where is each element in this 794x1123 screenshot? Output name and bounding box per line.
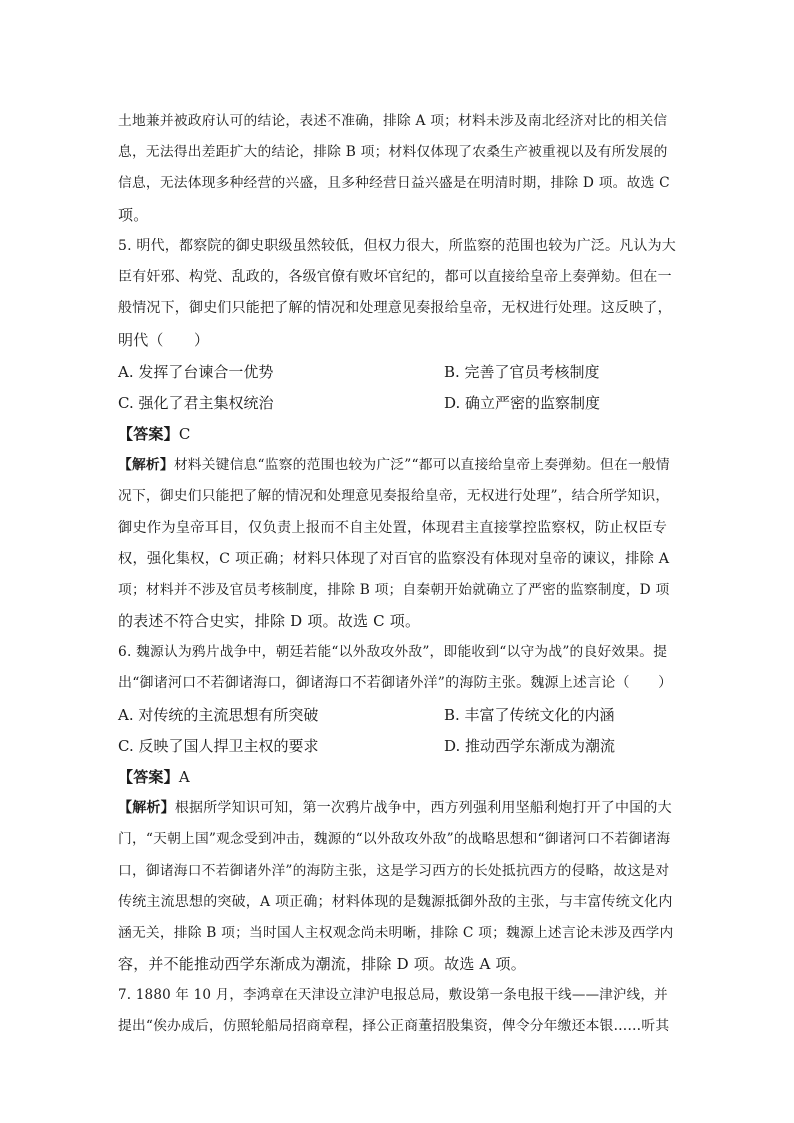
question-5-stem: 般情况下，御史们只能把了解的情况和处理意见奏报给皇帝，无权进行处理。这反映了， bbox=[118, 300, 672, 316]
question-5-option-c: C. 强化了君主集权统治 bbox=[118, 394, 274, 412]
question-7-stem: 7. 1880 年 10 月，李鸿章在天津设立津沪电报总局，敷设第一条电报干线——津沪线，并 bbox=[118, 987, 668, 1003]
paragraph-line: 信息，无法体现多种经营的兴盛，且多种经营日益兴盛是在明清时期，排除 D 项。故选 C bbox=[118, 175, 670, 191]
paragraph-line: 项。 bbox=[118, 206, 149, 224]
question-6-analysis: 口，御诸海口不若御诸外洋”的海防主张，这是学习西方的长处抵抗西方的侵略，故这是对 bbox=[118, 863, 670, 879]
question-6-option-c: C. 反映了国人捍卫主权的要求 bbox=[118, 737, 319, 755]
question-6-option-b: B. 丰富了传统文化的内涵 bbox=[444, 706, 615, 724]
paragraph-line: 土地兼并被政府认可的结论，表述不准确，排除 A 项；材料未涉及南北经济对比的相关信 bbox=[118, 113, 668, 129]
question-5-option-b: B. 完善了官员考核制度 bbox=[444, 363, 600, 381]
question-5-answer bbox=[118, 424, 191, 444]
question-6-option-d: D. 推动西学东渐成为潮流 bbox=[444, 737, 616, 755]
question-6-analysis: 涵无关，排除 B 项；当时国人主权观念尚未明晰，排除 C 项；魏源上述言论未涉及西学内 bbox=[118, 925, 674, 941]
question-6-stem: 出“御诸河口不若御诸海口，御诸海口不若御诸外洋”的海防主张。魏源上述言论（ ） bbox=[118, 675, 673, 691]
answer-value: A bbox=[178, 768, 190, 786]
question-6-analysis: 门，“天朝上国”观念受到冲击，魏源的“以外敌攻外敌”的战略思想和“御诸河口不若御诸海 bbox=[118, 831, 671, 847]
question-5-analysis: 权，强化集权，C 项正确；材料只体现了对百官的监察没有体现对皇帝的谏议，排除 A bbox=[118, 551, 670, 567]
question-6-answer bbox=[118, 767, 190, 787]
answer-tag: 【答案】 bbox=[118, 425, 179, 443]
question-5-stem: 臣有奸邪、构党、乱政的，各级官僚有败坏官纪的，都可以直接给皇帝上奏弹劾。但在一 bbox=[118, 269, 672, 285]
question-5-stem: 明代（ ） bbox=[118, 331, 210, 349]
question-5-analysis: 御史作为皇帝耳目，仅负责上报而不自主处置，体现君主直接掌控监察权，防止权臣专 bbox=[118, 520, 668, 536]
analysis-text: 材料关键信息“监察的范围也较为广泛”“都可以直接给皇帝上奏弹劾。但在一般情 bbox=[173, 457, 670, 473]
question-5-analysis: 况下，御史们只能把了解的情况和处理意见奏报给皇帝，无权进行处理”，结合所学知识， bbox=[118, 488, 670, 504]
paragraph-line: 息，无法得出差距扩大的结论，排除 B 项；材料仅体现了农桑生产被重视以及有所发展的 bbox=[118, 144, 668, 160]
question-6-stem: 6. 魏源认为鸦片战争中，朝廷若能“以外敌攻外敌”，即能收到“以守为战”的良好效果。提 bbox=[118, 644, 668, 660]
analysis-tag: 【解析】 bbox=[118, 800, 175, 816]
question-5-analysis: 的表述不符合史实，排除 D 项。故选 C 项。 bbox=[118, 612, 421, 630]
analysis-text: 根据所学知识可知，第一次鸦片战争中，西方列强利用坚船利炮打开了中国的大 bbox=[174, 800, 672, 816]
question-6-analysis bbox=[118, 798, 672, 818]
answer-value: C bbox=[178, 425, 191, 443]
question-6-option-a: A. 对传统的主流思想有所突破 bbox=[118, 706, 319, 724]
question-5-analysis: 项；材料并不涉及官员考核制度，排除 B 项；自秦朝开始就确立了严密的监察制度，D 项 bbox=[118, 582, 670, 598]
question-5-option-a: A. 发挥了台谏合一优势 bbox=[118, 363, 274, 381]
answer-tag: 【答案】 bbox=[118, 768, 179, 786]
question-6-analysis: 传统主流思想的突破，A 项正确；材料体现的是魏源抵御外敌的主张，与丰富传统文化内 bbox=[118, 894, 673, 910]
question-5-option-d: D. 确立严密的监察制度 bbox=[444, 394, 601, 412]
question-5-analysis bbox=[118, 455, 670, 475]
question-5-stem: 5. 明代，都察院的御史职级虽然较低，但权力很大，所监察的范围也较为广泛。凡认为大 bbox=[118, 238, 677, 254]
analysis-tag: 【解析】 bbox=[118, 457, 174, 473]
question-6-analysis: 容，并不能推动西学东渐成为潮流，排除 D 项。故选 A 项。 bbox=[118, 955, 526, 973]
question-7-stem: 提出“俟办成后，仿照轮船局招商章程，择公正商董招股集资，俾令分年缴还本银……听其 bbox=[118, 1018, 670, 1034]
